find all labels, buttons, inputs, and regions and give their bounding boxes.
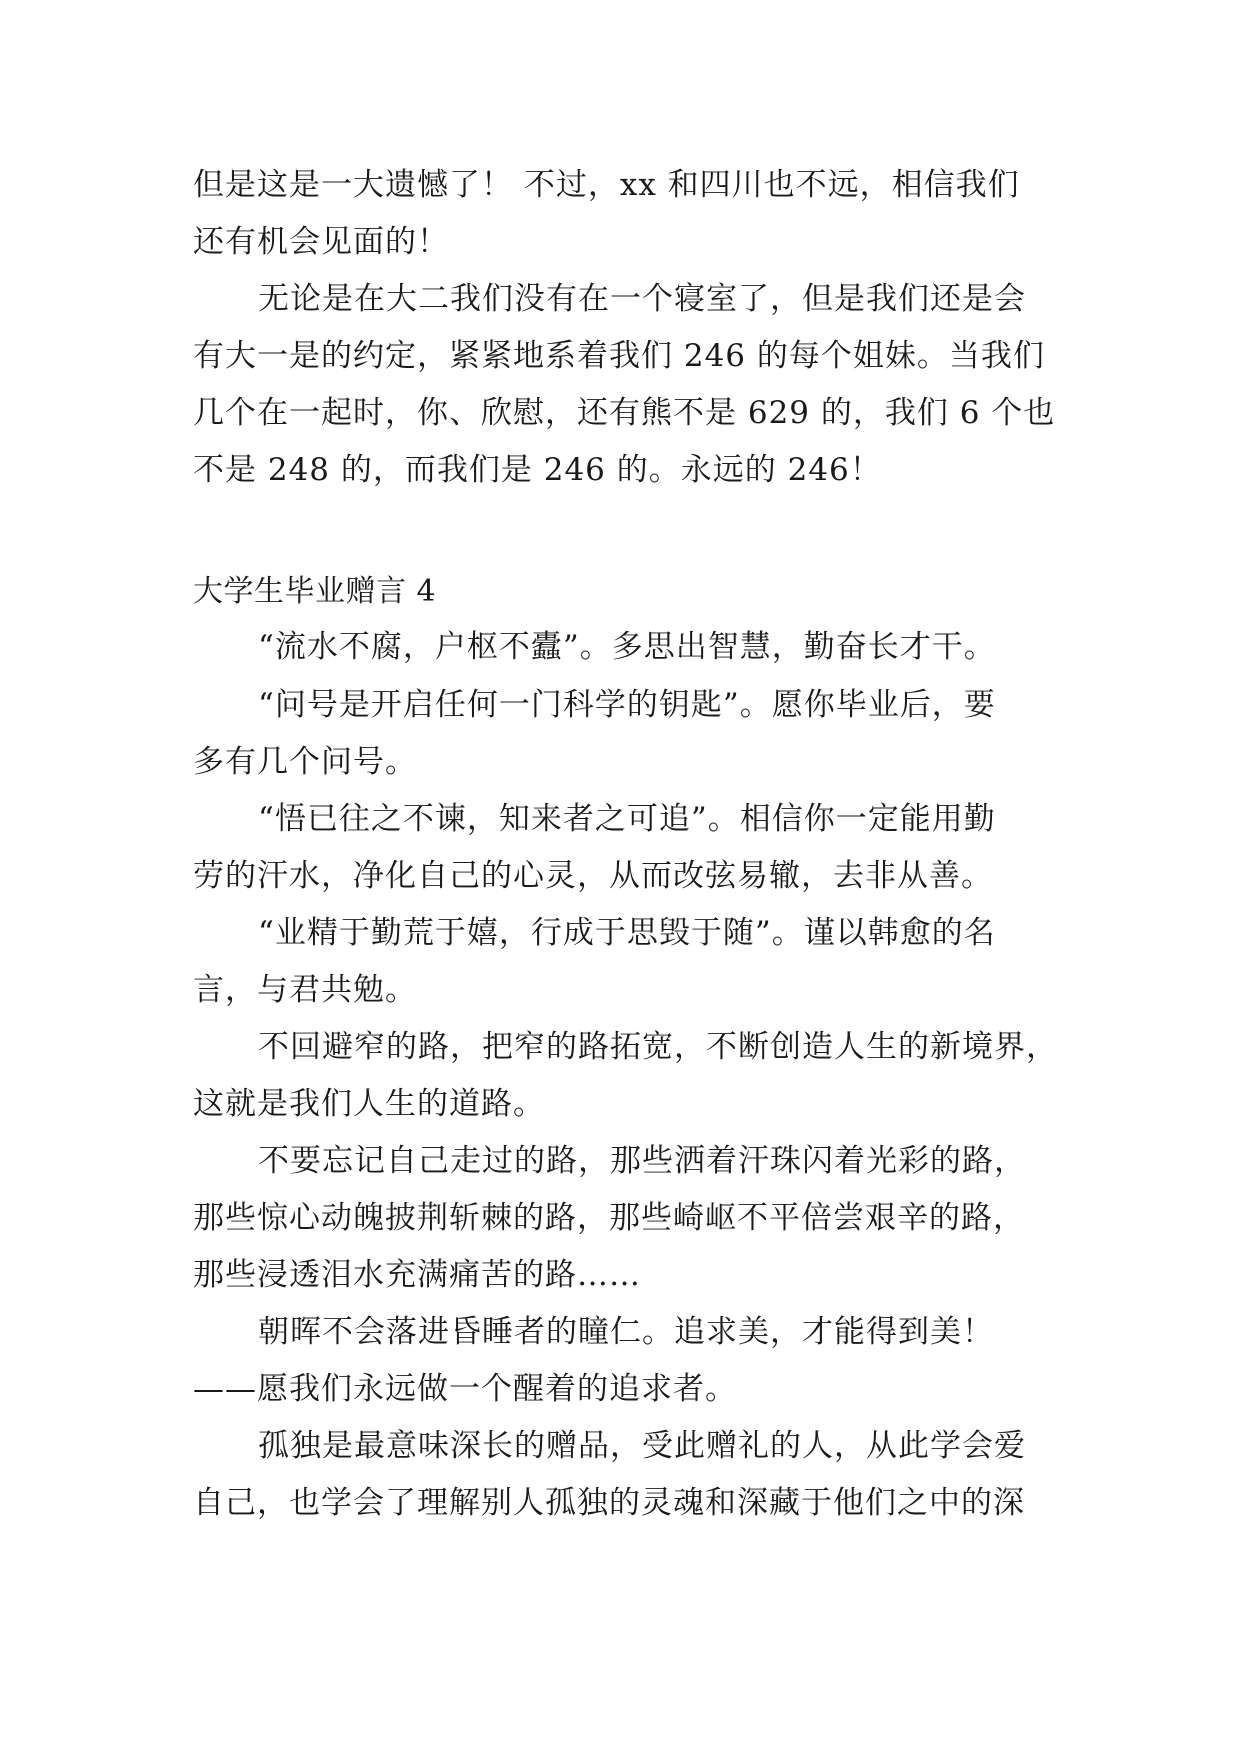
- text-line: 言，与君共勉。: [193, 972, 417, 1008]
- text-line: 无论是在大二我们没有在一个寝室了，但是我们还是会: [258, 281, 1026, 317]
- text-line: “流水不腐，户枢不蠹”。多思出智慧，勤奋长才干。: [258, 629, 996, 665]
- text-line: “业精于勤荒于嬉，行成于思毁于随”。谨以韩愈的名: [258, 915, 996, 951]
- text-line: ——愿我们永远做一个醒着的追求者。: [193, 1371, 737, 1407]
- text-line: 不是 248 的，而我们是 246 的。永远的 246！: [193, 452, 882, 488]
- text-line: 朝晖不会落进昏睡者的瞳仁。追求美，才能得到美！: [258, 1314, 994, 1350]
- text-line: 孤独是最意味深长的赠品，受此赠礼的人，从此学会爱: [258, 1428, 1026, 1464]
- text-line: 多有几个问号。: [193, 744, 417, 780]
- text-line: 有大一是的约定，紧紧地系着我们 246 的每个姐妹。当我们: [193, 338, 1045, 374]
- text-line: 不回避窄的路，把窄的路拓宽，不断创造人生的新境界，: [258, 1029, 1058, 1065]
- text-line: 不要忘记自己走过的路，那些洒着汗珠闪着光彩的路，: [258, 1143, 1026, 1179]
- text-line: 还有机会见面的！: [193, 224, 449, 260]
- text-line: 这就是我们人生的道路。: [193, 1086, 545, 1122]
- text-line: 劳的汗水，净化自己的心灵，从而改弦易辙，去非从善。: [193, 858, 993, 894]
- text-line: 几个在一起时，你、欣慰，还有熊不是 629 的，我们 6 个也: [193, 395, 1056, 431]
- text-line: 自己，也学会了理解别人孤独的灵魂和深藏于他们之中的深: [193, 1485, 1025, 1521]
- text-line: 那些浸透泪水充满痛苦的路……: [193, 1257, 641, 1293]
- text-line: 但是这是一大遗憾了！ 不过，xx 和四川也不远，相信我们: [193, 167, 1020, 203]
- text-line: “悟已往之不谏，知来者之可追”。相信你一定能用勤: [258, 801, 996, 837]
- text-line: “问号是开启任何一门科学的钥匙”。愿你毕业后，要: [258, 687, 996, 723]
- section-heading: 大学生毕业赠言 4: [193, 574, 437, 609]
- text-line: 那些惊心动魄披荆斩棘的路，那些崎岖不平倍尝艰辛的路，: [193, 1200, 1025, 1236]
